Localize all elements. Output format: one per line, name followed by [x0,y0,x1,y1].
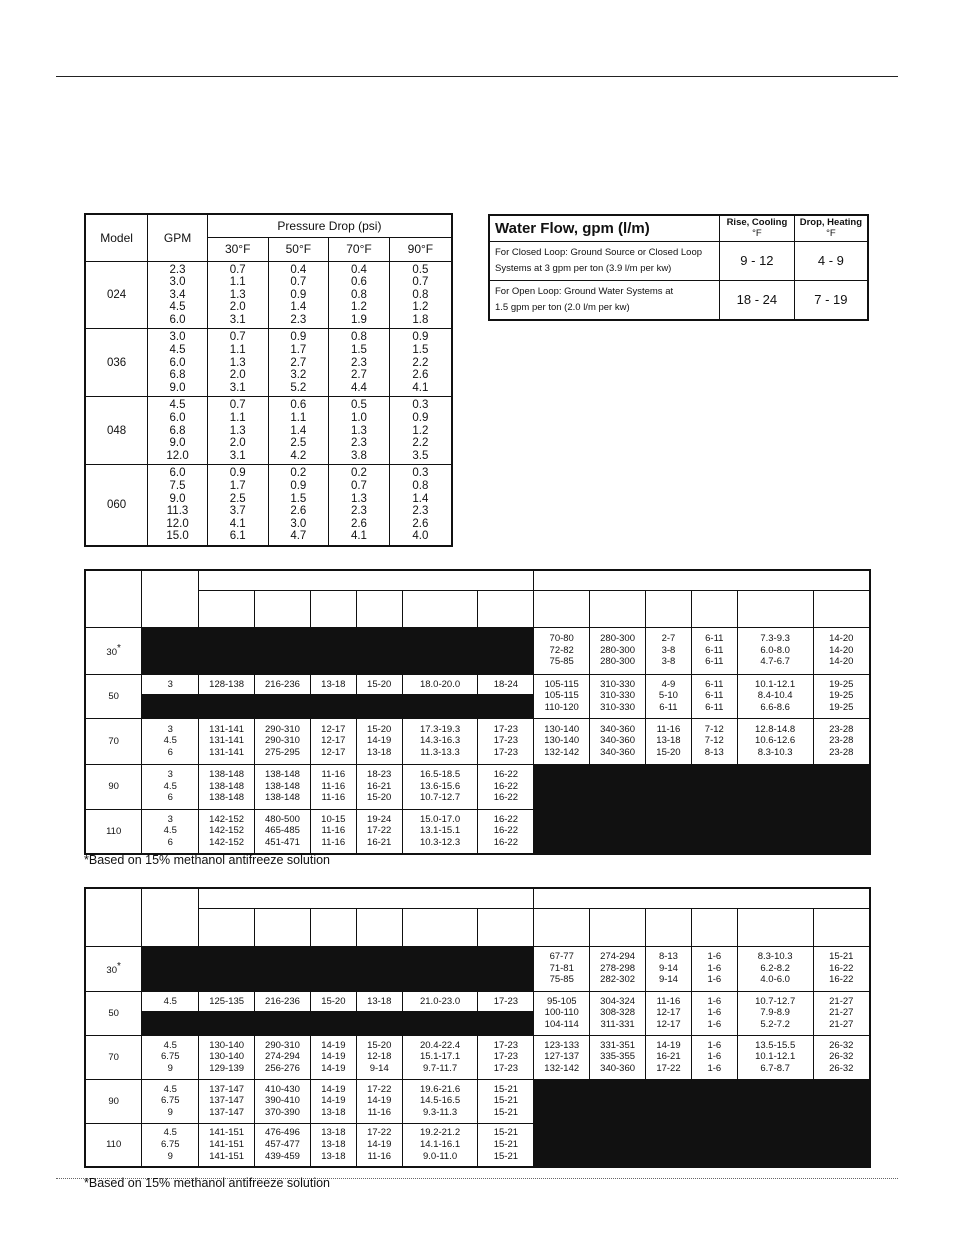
data-cell: 13.5-15.5 10.1-12.1 6.7-8.7 [737,1035,813,1079]
data-cell: 8-13 9-14 9-14 [646,946,692,991]
column-header [590,590,646,627]
data-cell: 1-6 1-6 1-6 [691,1035,737,1079]
header-drop-unit: °F [826,228,836,240]
data-cell: 137-147 137-147 137-147 [199,1079,255,1123]
data-cell: 280-300 280-300 280-300 [590,627,646,674]
open-loop-description [489,280,720,320]
data-cell: 13-18 [356,991,402,1011]
data-cell: 19.2-21.2 14.1-16.1 9.0-11.0 [402,1123,478,1167]
na-block [534,764,870,854]
data-cell: 480-500 465-485 451-471 [255,809,311,854]
data-cell: 17-23 [478,991,534,1011]
data-cell: 130-140 130-140 129-139 [199,1035,255,1079]
header-gpm: GPM [148,214,208,261]
value-cell: 0.6 1.1 1.4 2.5 4.2 [268,397,329,465]
data-cell: 15-20 [356,674,402,694]
header-blank [142,570,199,627]
heating-group-header [534,570,870,590]
table-row [489,280,868,320]
data-cell: 130-140 130-140 132-142 [534,718,590,764]
data-cell: 18-24 [478,674,534,694]
na-block [534,1079,870,1167]
data-cell: 26-32 26-32 26-32 [813,1035,870,1079]
data-cell: 95-105 100-110 104-114 [534,991,590,1035]
data-cell: 2-7 3-8 3-8 [646,627,692,674]
data-cell: 14-20 14-20 14-20 [813,627,870,674]
column-header [199,908,255,946]
table-row [85,1035,870,1079]
value-cell: 0.2 0.9 1.5 2.6 3.0 4.7 [268,465,329,546]
column-header [310,590,356,627]
gpm-cell: 2.3 3.0 3.4 4.5 6.0 [148,261,208,329]
data-cell: 13-18 [310,674,356,694]
footnote-marker: * [117,642,121,654]
data-cell: 16.5-18.5 13.6-15.6 10.7-12.7 [402,764,478,809]
data-cell: 105-115 105-115 110-120 [534,674,590,718]
data-cell: 7.3-9.3 6.0-8.0 4.7-6.7 [737,627,813,674]
header-drop-heating [794,215,868,241]
column-header [255,908,311,946]
model-cell: 024 [85,261,148,329]
table-row [85,465,452,546]
value-cell: 0.9 1.5 2.2 2.6 4.1 [389,329,452,397]
column-header [199,590,255,627]
water-flow-title: Water Flow, gpm (l/m) [489,215,720,241]
temp-cell: 50 [85,991,142,1035]
column-header [737,590,813,627]
value-cell: 0.5 1.0 1.3 2.3 3.8 [329,397,390,465]
table-row [85,627,870,674]
table-row [489,241,868,280]
data-cell: 13-18 13-18 13-18 [310,1123,356,1167]
data-cell: 331-351 335-355 340-360 [590,1035,646,1079]
data-cell: 19-25 19-25 19-25 [813,674,870,718]
data-cell: 21.0-23.0 [402,991,478,1011]
top-rule [56,76,898,77]
data-cell: 1-6 1-6 1-6 [691,946,737,991]
gpm-cell: 3 [142,674,199,694]
data-cell: 476-496 457-477 439-459 [255,1123,311,1167]
drop-value: 7 - 19 [794,280,868,320]
header-temp: 90°F [389,237,452,261]
value-cell: 0.5 0.7 0.8 1.2 1.8 [389,261,452,329]
na-block [142,946,534,991]
value-cell: 0.3 0.8 1.4 2.3 2.6 4.0 [389,465,452,546]
data-cell: 10.1-12.1 8.4-10.4 6.6-8.6 [737,674,813,718]
data-cell: 17-22 14-19 11-16 [356,1079,402,1123]
data-cell: 11-16 12-17 12-17 [646,991,692,1035]
data-cell: 310-330 310-330 310-330 [590,674,646,718]
column-header [356,908,402,946]
column-header [813,908,870,946]
description-line: 1.5 gpm per ton (2.0 l/m per kw) [495,301,630,313]
data-cell: 18-23 16-21 15-20 [356,764,402,809]
data-cell: 4-9 5-10 6-11 [646,674,692,718]
data-cell: 6-11 6-11 6-11 [691,674,737,718]
data-cell: 17.3-19.3 14.3-16.3 11.3-13.3 [402,718,478,764]
water-flow-table [488,214,869,321]
column-header [255,590,311,627]
header-model: Model [85,214,148,261]
data-cell: 15.0-17.0 13.1-15.1 10.3-12.3 [402,809,478,854]
na-block [142,627,534,674]
column-header [310,908,356,946]
header-pressure-drop: Pressure Drop (psi) [207,214,452,237]
header-temp: 70°F [329,237,390,261]
temp-cell: 50 [85,674,142,718]
data-cell: 216-236 [255,674,311,694]
footnote-marker: * [117,960,121,972]
na-block [142,1011,534,1035]
data-cell: 11-16 13-18 15-20 [646,718,692,764]
data-cell: 67-77 71-81 75-85 [534,946,590,991]
column-header [402,590,478,627]
value-cell: 0.7 1.1 1.3 2.0 3.1 [207,329,268,397]
table-row [85,946,870,991]
column-header [534,908,590,946]
header-temp: 50°F [268,237,329,261]
temp-cell: 90 [85,1079,142,1123]
data-cell: 141-151 141-151 141-151 [199,1123,255,1167]
gpm-cell: 4.5 6.75 9 [142,1079,199,1123]
data-cell: 290-310 290-310 275-295 [255,718,311,764]
data-cell: 15-20 [310,991,356,1011]
data-cell: 131-141 131-141 131-141 [199,718,255,764]
column-header [691,908,737,946]
table-row [85,329,452,397]
header-rise-cooling [720,215,795,241]
temp-cell [85,946,142,991]
data-cell: 15-21 16-22 16-22 [813,946,870,991]
data-cell: 128-138 [199,674,255,694]
data-cell: 17-23 17-23 17-23 [478,718,534,764]
gpm-cell: 3 4.5 6 [142,764,199,809]
data-cell: 70-80 72-82 75-85 [534,627,590,674]
performance-table-2 [84,887,871,1168]
column-header [402,908,478,946]
header-rise-unit: °F [752,228,762,240]
value-cell: 0.9 1.7 2.7 3.2 5.2 [268,329,329,397]
temp-cell [85,627,142,674]
data-cell: 17-23 17-23 17-23 [478,1035,534,1079]
header-blank [142,888,199,946]
cooling-group-header [199,888,534,908]
data-cell: 20.4-22.4 15.1-17.1 9.7-11.7 [402,1035,478,1079]
gpm-cell: 4.5 6.75 9 [142,1035,199,1079]
table-row [85,261,452,329]
gpm-cell: 4.5 6.0 6.8 9.0 12.0 [148,397,208,465]
data-cell: 10-15 11-16 11-16 [310,809,356,854]
data-cell: 216-236 [255,991,311,1011]
gpm-cell: 6.0 7.5 9.0 11.3 12.0 15.0 [148,465,208,546]
data-cell: 14-19 16-21 17-22 [646,1035,692,1079]
value-cell: 0.4 0.7 0.9 1.4 2.3 [268,261,329,329]
data-cell: 19-24 17-22 16-21 [356,809,402,854]
value-cell: 0.7 1.1 1.3 2.0 3.1 [207,397,268,465]
table-row [85,991,870,1011]
header-blank [85,570,142,627]
header-rise-label: Rise, Cooling [726,217,788,229]
column-header [478,590,534,627]
value-cell: 0.9 1.7 2.5 3.7 4.1 6.1 [207,465,268,546]
data-cell: 274-294 278-298 282-302 [590,946,646,991]
table-row [85,718,870,764]
drop-value: 4 - 9 [794,241,868,280]
value-cell: 0.3 0.9 1.2 2.2 3.5 [389,397,452,465]
gpm-cell: 3.0 4.5 6.0 6.8 9.0 [148,329,208,397]
description-line: Systems at 3 gpm per ton (3.9 l/m per kw) [495,262,672,274]
rise-value: 9 - 12 [720,241,795,280]
column-header [356,590,402,627]
data-cell: 16-22 16-22 16-22 [478,764,534,809]
header-blank [85,888,142,946]
data-cell: 15-21 15-21 15-21 [478,1079,534,1123]
temp-cell: 70 [85,1035,142,1079]
gpm-cell: 4.5 [142,991,199,1011]
data-cell: 138-148 138-148 138-148 [199,764,255,809]
description-line: For Closed Loop: Ground Source or Closed Loop [495,246,703,258]
temp-cell: 110 [85,1123,142,1167]
description-line: For Open Loop: Ground Water Systems at [495,285,674,297]
data-cell: 125-135 [199,991,255,1011]
data-cell: 340-360 340-360 340-360 [590,718,646,764]
temp-cell: 90 [85,764,142,809]
cooling-group-header [199,570,534,590]
heating-group-header [534,888,870,908]
data-cell: 17-22 14-19 11-16 [356,1123,402,1167]
data-cell: 8.3-10.3 6.2-8.2 4.0-6.0 [737,946,813,991]
footnote: *Based on 15% methanol antifreeze solution [84,853,330,867]
temp-value: 30 [106,965,117,977]
model-cell: 048 [85,397,148,465]
value-cell: 0.2 0.7 1.3 2.3 2.6 4.1 [329,465,390,546]
table-row [85,397,452,465]
data-cell: 7-12 7-12 8-13 [691,718,737,764]
column-header [646,590,692,627]
performance-table-1 [84,569,871,855]
data-cell: 19.6-21.6 14.5-16.5 9.3-11.3 [402,1079,478,1123]
temp-cell: 70 [85,718,142,764]
footnote: *Based on 15% methanol antifreeze solution [84,1176,330,1190]
header-drop-label: Drop, Heating [799,217,863,229]
temp-value: 30 [106,647,117,659]
table-row [85,674,870,694]
value-cell: 0.8 1.5 2.3 2.7 4.4 [329,329,390,397]
data-cell: 23-28 23-28 23-28 [813,718,870,764]
data-cell: 18.0-20.0 [402,674,478,694]
gpm-cell: 3 4.5 6 [142,809,199,854]
na-block [142,694,534,718]
data-cell: 12.8-14.8 10.6-12.6 8.3-10.3 [737,718,813,764]
value-cell: 0.7 1.1 1.3 2.0 3.1 [207,261,268,329]
data-cell: 15-20 14-19 13-18 [356,718,402,764]
data-cell: 15-20 12-18 9-14 [356,1035,402,1079]
rise-value: 18 - 24 [720,280,795,320]
column-header [590,908,646,946]
column-header [691,590,737,627]
model-cell: 060 [85,465,148,546]
data-cell: 14-19 14-19 13-18 [310,1079,356,1123]
data-cell: 1-6 1-6 1-6 [691,991,737,1035]
data-cell: 21-27 21-27 21-27 [813,991,870,1035]
model-cell: 036 [85,329,148,397]
column-header [737,908,813,946]
data-cell: 290-310 274-294 256-276 [255,1035,311,1079]
data-cell: 12-17 12-17 12-17 [310,718,356,764]
data-cell: 16-22 16-22 16-22 [478,809,534,854]
data-cell: 11-16 11-16 11-16 [310,764,356,809]
table-row [85,764,870,809]
column-header [813,590,870,627]
pressure-drop-table [84,213,453,547]
data-cell: 10.7-12.7 7.9-8.9 5.2-7.2 [737,991,813,1035]
closed-loop-description [489,241,720,280]
data-cell: 138-148 138-148 138-148 [255,764,311,809]
gpm-cell: 3 4.5 6 [142,718,199,764]
gpm-cell: 4.5 6.75 9 [142,1123,199,1167]
column-header [478,908,534,946]
header-temp: 30°F [207,237,268,261]
data-cell: 14-19 14-19 14-19 [310,1035,356,1079]
table-row [85,1079,870,1123]
data-cell: 304-324 308-328 311-331 [590,991,646,1035]
data-cell: 15-21 15-21 15-21 [478,1123,534,1167]
data-cell: 123-133 127-137 132-142 [534,1035,590,1079]
data-cell: 142-152 142-152 142-152 [199,809,255,854]
temp-cell: 110 [85,809,142,854]
data-cell: 410-430 390-410 370-390 [255,1079,311,1123]
value-cell: 0.4 0.6 0.8 1.2 1.9 [329,261,390,329]
column-header [646,908,692,946]
data-cell: 6-11 6-11 6-11 [691,627,737,674]
column-header [534,590,590,627]
